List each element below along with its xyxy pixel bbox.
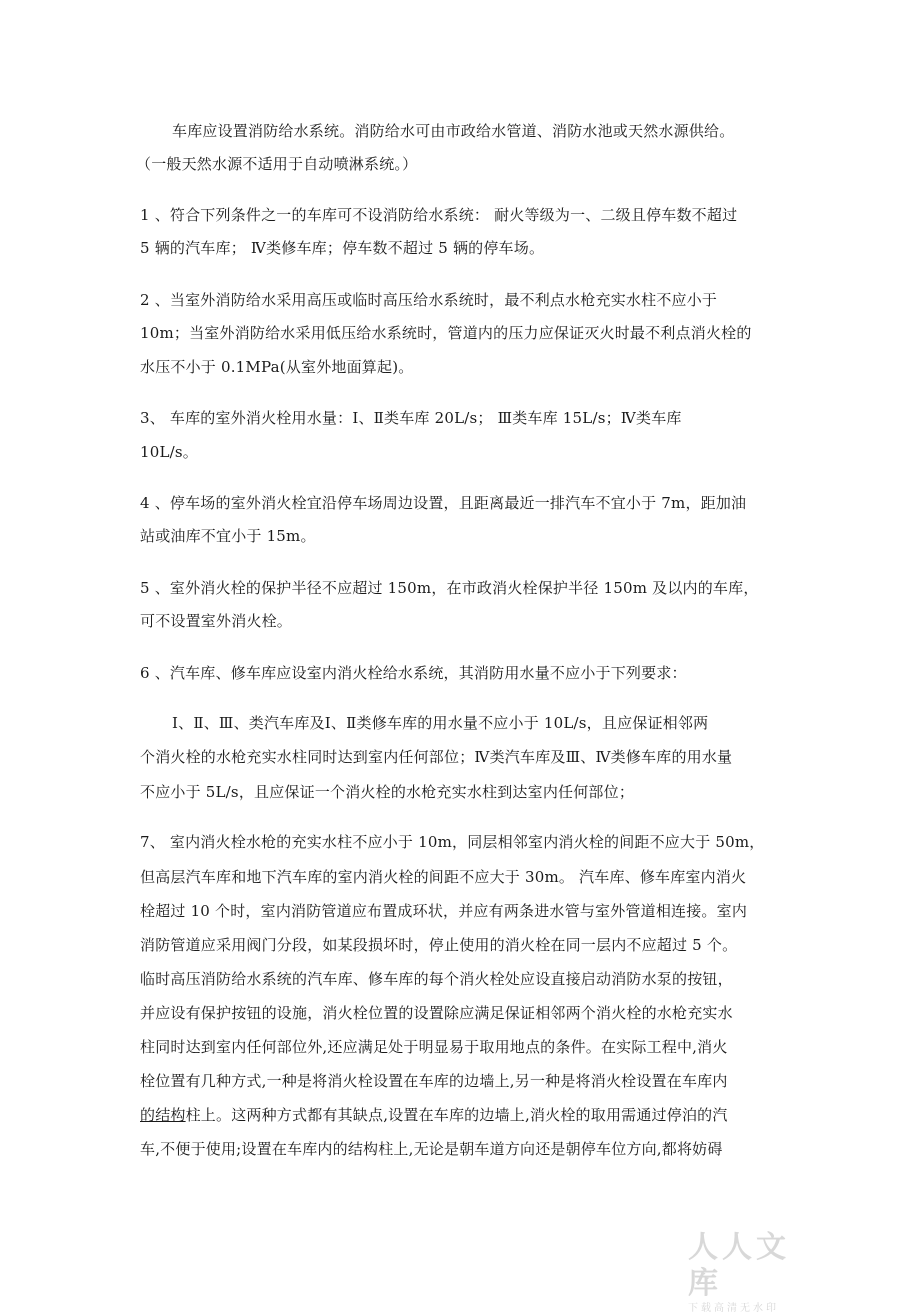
intro-line-2: （一般天然水源不适用于自动喷淋系统。）	[136, 155, 418, 173]
item-3-line-2: 10L/s。	[140, 443, 198, 461]
item-6-sub-line-1: Ⅰ、Ⅱ、Ⅲ、类汽车库及Ⅰ、Ⅱ类修车库的用水量不应小于 10L/s，且应保证相邻两	[172, 714, 709, 732]
item-4-line-2: 站或油库不宜小于 15m。	[140, 527, 316, 545]
item-3-line-1: 3、 车库的室外消火栓用水量：Ⅰ、Ⅱ类车库 20L/s； Ⅲ类车库 15L/s；Ⅳ类车库	[140, 409, 682, 427]
item-6-sub-line-2: 个消火栓的水枪充实水柱同时达到室内任何部位；Ⅳ类汽车库及Ⅲ、Ⅳ类修车库的用水量	[140, 748, 733, 766]
item-6-line-1: 6 、汽车库、修车库应设室内消火栓给水系统，其消防用水量不应小于下列要求：	[140, 664, 687, 682]
watermark-sub-text: 下载高清无水印	[688, 1303, 779, 1314]
item-2-line-1: 2 、当室外消防给水采用高压或临时高压给水系统时，最不利点水枪充实水柱不应小于	[140, 291, 718, 309]
item-7-line-6: 并应设有保护按钮的设施，消火栓位置的设置除应满足保证相邻两个消火栓的水枪充实水	[140, 1004, 733, 1022]
item-4-line-1: 4 、停车场的室外消火栓宜沿停车场周边设置，且距离最近一排汽车不宜小于 7m，距加油	[140, 494, 747, 512]
item-1-line-2: 5 辆的汽车库； Ⅳ类修车库；停车数不超过 5 辆的停车场。	[140, 239, 545, 257]
watermark-main-text: 人人文库	[688, 1230, 790, 1301]
item-7-line-10: 车,不便于使用;设置在车库内的结构柱上,无论是朝车道方向还是朝停车位方向,都将妨碍	[140, 1140, 723, 1158]
item-2-line-2: 10m；当室外消防给水采用低压给水系统时，管道内的压力应保证灭火时最不利点消火栓的	[140, 324, 752, 342]
intro-line-1: 车库应设置消防给水系统。消防给水可由市政给水管道、消防水池或天然水源供给。	[172, 122, 735, 140]
item-5-line-1: 5 、室外消火栓的保护半径不应超过 150m，在市政消火栓保护半径 150m 及以内的车库，	[140, 579, 759, 597]
item-7-line-8: 栓位置有几种方式,一种是将消火栓设置在车库的边墙上,另一种是将消火栓设置在车库内	[140, 1072, 728, 1090]
item-1-line-1: 1 、符合下列条件之一的车库可不设消防给水系统： 耐火等级为一、二级且停车数不超过	[140, 206, 738, 224]
item-7-line-9-rest: 柱上。这两种方式都有其缺点,设置在车库的边墙上,消火栓的取用需通过停泊的汽	[185, 1106, 728, 1124]
item-7-line-9	[140, 1105, 780, 1125]
item-7-line-7: 柱同时达到室内任何部位外,还应满足处于明显易于取用地点的条件。在实际工程中,消火	[140, 1038, 728, 1056]
item-7-line-5: 临时高压消防给水系统的汽车库、修车库的每个消火栓处应设直接启动消防水泵的按钮，	[140, 970, 733, 988]
structure-link-text: 的结构	[140, 1106, 186, 1124]
item-7-line-4: 消防管道应采用阀门分段，如某段损坏时，停止使用的消火栓在同一层内不应超过 5 个。	[140, 936, 738, 954]
item-5-line-2: 可不设置室外消火栓。	[140, 612, 293, 630]
item-2-line-3: 水压不小于 0.1MPa(从室外地面算起)。	[140, 358, 414, 376]
item-6-sub-line-3: 不应小于 5L/s，且应保证一个消火栓的水枪充实水柱到达室内任何部位；	[140, 783, 635, 801]
item-7-line-2: 但高层汽车库和地下汽车库的室内消火栓的间距不应大于 30m。 汽车库、修车库室内消火	[140, 868, 747, 886]
item-7-line-3: 栓超过 10 个时，室内消防管道应布置成环状，并应有两条进水管与室外管道相连接。室内	[140, 902, 748, 920]
item-7-line-1: 7、 室内消火栓水枪的充实水柱不应小于 10m，同层相邻室内消火栓的间距不应大于 50m，	[140, 833, 765, 851]
